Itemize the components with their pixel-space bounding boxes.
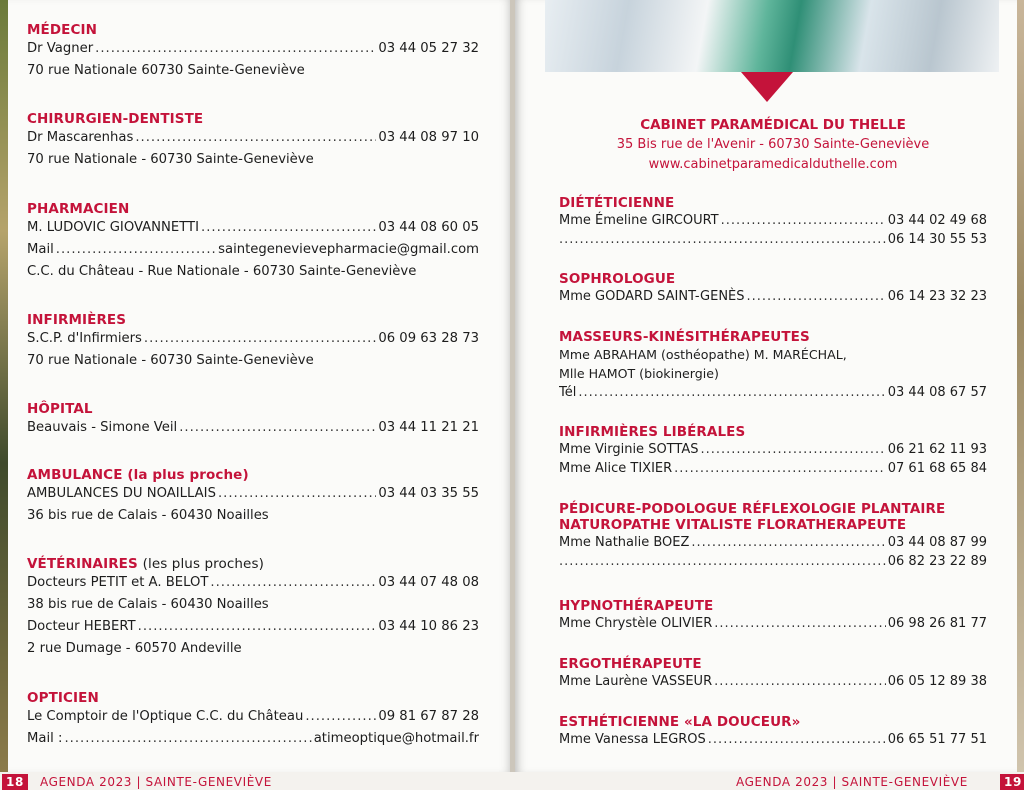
- names-line: Mme ABRAHAM (osthéopathe) M. MARÉCHAL,: [559, 347, 847, 362]
- section-chirurgien-dentiste: [27, 111, 479, 171]
- phone-value: 06 82 23 22 89: [887, 554, 987, 569]
- address-line: 70 rue Nationale - 60730 Sainte-Geneviève: [27, 353, 314, 368]
- phone-value: 03 44 10 86 23: [378, 619, 479, 634]
- entry-label: Mme GODARD SAINT-GENÈS: [559, 289, 745, 304]
- section-title: INFIRMIÈRES: [27, 312, 127, 328]
- entry-line: [559, 672, 987, 691]
- entry-line: [559, 730, 987, 749]
- email-value: saintegenevievepharmacie@gmail.com: [218, 242, 479, 257]
- left-scan-edge: [0, 0, 8, 772]
- section-hopital: [27, 401, 479, 439]
- section-title: HYPNOTHÉRAPEUTE: [559, 598, 714, 614]
- dot-leader: [747, 287, 886, 306]
- phone-value: 06 05 12 89 38: [887, 674, 987, 689]
- section-title: HÔPITAL: [27, 401, 93, 417]
- phone-value: 06 09 63 28 73: [378, 331, 479, 346]
- section-title: SOPHROLOGUE: [559, 271, 676, 287]
- entry-label: Mail :: [27, 731, 63, 746]
- cabinet-name: CABINET PARAMÉDICAL DU THELLE: [640, 117, 906, 133]
- phone-value: 03 44 08 60 05: [378, 220, 479, 235]
- dot-leader: [559, 230, 886, 249]
- entry-line: [559, 383, 987, 402]
- address-line: 38 bis rue de Calais - 60430 Noailles: [27, 597, 269, 612]
- entry-label: Mme Chrystèle OLIVIER: [559, 616, 713, 631]
- entry-label: Dr Vagner: [27, 41, 94, 56]
- section-medecin: [27, 22, 479, 82]
- entry-line: [559, 552, 987, 571]
- section-title: DIÉTÉTICIENNE: [559, 195, 675, 211]
- section-title: ERGOTHÉRAPEUTE: [559, 656, 702, 672]
- section-ergotherapeute: [559, 656, 987, 691]
- dot-leader: [201, 217, 376, 239]
- dot-leader: [95, 38, 376, 60]
- medical-staff-photo: [545, 0, 999, 72]
- section-opticien: [27, 690, 479, 750]
- phone-value: 03 44 08 97 10: [378, 130, 479, 145]
- entry-line: [27, 217, 479, 239]
- left-footer-text: AGENDA 2023 | SAINTE-GENEVIÈVE: [40, 775, 272, 789]
- entry-line: [27, 728, 479, 750]
- entry-label: S.C.P. d'Infirmiers: [27, 331, 142, 346]
- email-value: atimeoptique@hotmail.fr: [313, 731, 479, 746]
- entry-label: Mme Laurène VASSEUR: [559, 674, 713, 689]
- section-dieteticienne: [559, 195, 987, 249]
- dot-leader: [721, 211, 886, 230]
- section-estheticienne: [559, 714, 987, 749]
- entry-label: Le Comptoir de l'Optique C.C. du Château: [27, 709, 304, 724]
- entry-label: Mail: [27, 242, 54, 257]
- red-arrow-marker: [741, 72, 793, 102]
- section-pharmacien: [27, 201, 479, 283]
- entry-label: Mme Émeline GIRCOURT: [559, 213, 719, 228]
- entry-label: Dr Mascarenhas: [27, 130, 134, 145]
- entry-line: [27, 616, 479, 638]
- section-title: PÉDICURE-PODOLOGUE RÉFLEXOLOGIE PLANTAIRE: [559, 501, 946, 517]
- phone-value: 03 44 08 87 99: [887, 535, 987, 550]
- right-footer-text: AGENDA 2023 | SAINTE-GENEVIÈVE: [736, 775, 968, 789]
- section-title: CHIRURGIEN-DENTISTE: [27, 111, 204, 127]
- section-title: [27, 467, 479, 483]
- entry-line: [27, 417, 479, 439]
- entry-line: [559, 533, 987, 552]
- dot-leader: [138, 616, 377, 638]
- entry-label: Docteurs PETIT et A. BELOT: [27, 575, 209, 590]
- phone-value: 03 44 11 21 21: [378, 420, 479, 435]
- phone-value: 03 44 07 48 08: [378, 575, 479, 590]
- entry-line: [27, 38, 479, 60]
- entry-label: AMBULANCES DU NOAILLAIS: [27, 486, 216, 501]
- phone-value: 09 81 67 87 28: [378, 709, 479, 724]
- left-page: [8, 0, 510, 772]
- right-scan-edge: [1017, 0, 1024, 772]
- entry-label: Mme Alice TIXIER: [559, 461, 673, 476]
- section-title: MASSEURS-KINÉSITHÉRAPEUTES: [559, 329, 810, 345]
- dot-leader: [64, 728, 311, 750]
- right-page-number: 19: [1000, 774, 1024, 790]
- entry-line: [27, 706, 479, 728]
- dot-leader: [578, 383, 885, 402]
- phone-value: 06 14 30 55 53: [887, 232, 987, 247]
- dot-leader: [210, 572, 376, 594]
- entry-line: [559, 211, 987, 230]
- section-title-second-line: NATUROPATHE VITALISTE FLORATHERAPEUTE: [559, 517, 907, 533]
- dot-leader: [708, 730, 886, 749]
- section-infirmieres-liberales: [559, 424, 987, 478]
- entry-label: Tél: [559, 385, 577, 400]
- dot-leader: [218, 483, 376, 505]
- phone-value: 06 14 23 32 23: [887, 289, 987, 304]
- phone-value: 03 44 08 67 57: [887, 385, 987, 400]
- address-line: 36 bis rue de Calais - 60430 Noailles: [27, 508, 269, 523]
- dot-leader: [144, 328, 376, 350]
- entry-line: [27, 483, 479, 505]
- entry-label: M. LUDOVIC GIOVANNETTI: [27, 220, 200, 235]
- section-title-extra: (la plus proche): [127, 467, 249, 483]
- dot-leader: [700, 440, 885, 459]
- entry-line: [27, 572, 479, 594]
- address-line: C.C. du Château - Rue Nationale - 60730 Sainte-Geneviève: [27, 264, 417, 279]
- entry-line: [27, 127, 479, 149]
- section-title: MÉDECIN: [27, 22, 98, 38]
- entry-line: [27, 328, 479, 350]
- entry-line: [559, 230, 987, 249]
- section-pedicure-podologue: [559, 501, 987, 571]
- phone-value: 03 44 05 27 32: [378, 41, 479, 56]
- dot-leader: [714, 672, 886, 691]
- entry-label: Mme Vanessa LEGROS: [559, 732, 706, 747]
- section-title: OPTICIEN: [27, 690, 99, 706]
- section-sophrologue: [559, 271, 987, 306]
- entry-line: [559, 614, 987, 633]
- address-line: 2 rue Dumage - 60570 Andeville: [27, 641, 242, 656]
- dot-leader: [674, 459, 886, 478]
- entry-line: [559, 459, 987, 478]
- phone-value: 06 21 62 11 93: [887, 442, 987, 457]
- address-line: 70 rue Nationale - 60730 Sainte-Geneviève: [27, 152, 314, 167]
- address-line: 70 rue Nationale 60730 Sainte-Geneviève: [27, 63, 305, 78]
- section-title-main: AMBULANCE: [27, 467, 123, 483]
- dot-leader: [714, 614, 885, 633]
- cabinet-website: www.cabinetparamedicalduthelle.com: [648, 157, 898, 172]
- phone-value: 07 61 68 65 84: [887, 461, 987, 476]
- section-veterinaires: [27, 556, 479, 660]
- names-line: Mlle HAMOT (biokinergie): [559, 366, 719, 381]
- section-infirmieres: [27, 312, 479, 372]
- dot-leader: [179, 417, 376, 439]
- dot-leader: [691, 533, 885, 552]
- entry-label: Beauvais - Simone Veil: [27, 420, 178, 435]
- section-masseurs-kinesitherapeutes: [559, 329, 987, 402]
- right-page: [515, 0, 1017, 772]
- section-title-main: VÉTÉRINAIRES: [27, 556, 138, 572]
- left-page-number: 18: [2, 774, 28, 790]
- entry-line: [559, 287, 987, 306]
- entry-label: Mme Nathalie BOEZ: [559, 535, 690, 550]
- dot-leader: [305, 706, 376, 728]
- section-title: [27, 556, 479, 572]
- phone-value: 06 98 26 81 77: [887, 616, 987, 631]
- section-title: PHARMACIEN: [27, 201, 130, 217]
- section-hypnotherapeute: [559, 598, 987, 633]
- section-title: ESTHÉTICIENNE «LA DOUCEUR»: [559, 714, 801, 730]
- section-title: INFIRMIÈRES LIBÉRALES: [559, 424, 746, 440]
- entry-label: Mme Virginie SOTTAS: [559, 442, 699, 457]
- section-title-extra: (les plus proches): [142, 556, 264, 572]
- dot-leader: [559, 552, 886, 571]
- entry-line: [559, 440, 987, 459]
- phone-value: 03 44 02 49 68: [887, 213, 987, 228]
- cabinet-address: 35 Bis rue de l'Avenir - 60730 Sainte-Geneviève: [616, 137, 930, 152]
- phone-value: 06 65 51 77 51: [887, 732, 987, 747]
- dot-leader: [135, 127, 376, 149]
- entry-line: [27, 239, 479, 261]
- phone-value: 03 44 03 35 55: [378, 486, 479, 501]
- cabinet-header: [559, 115, 987, 175]
- dot-leader: [56, 239, 216, 261]
- entry-label: Docteur HEBERT: [27, 619, 136, 634]
- page-footer: [0, 772, 1024, 790]
- section-ambulance: [27, 467, 479, 527]
